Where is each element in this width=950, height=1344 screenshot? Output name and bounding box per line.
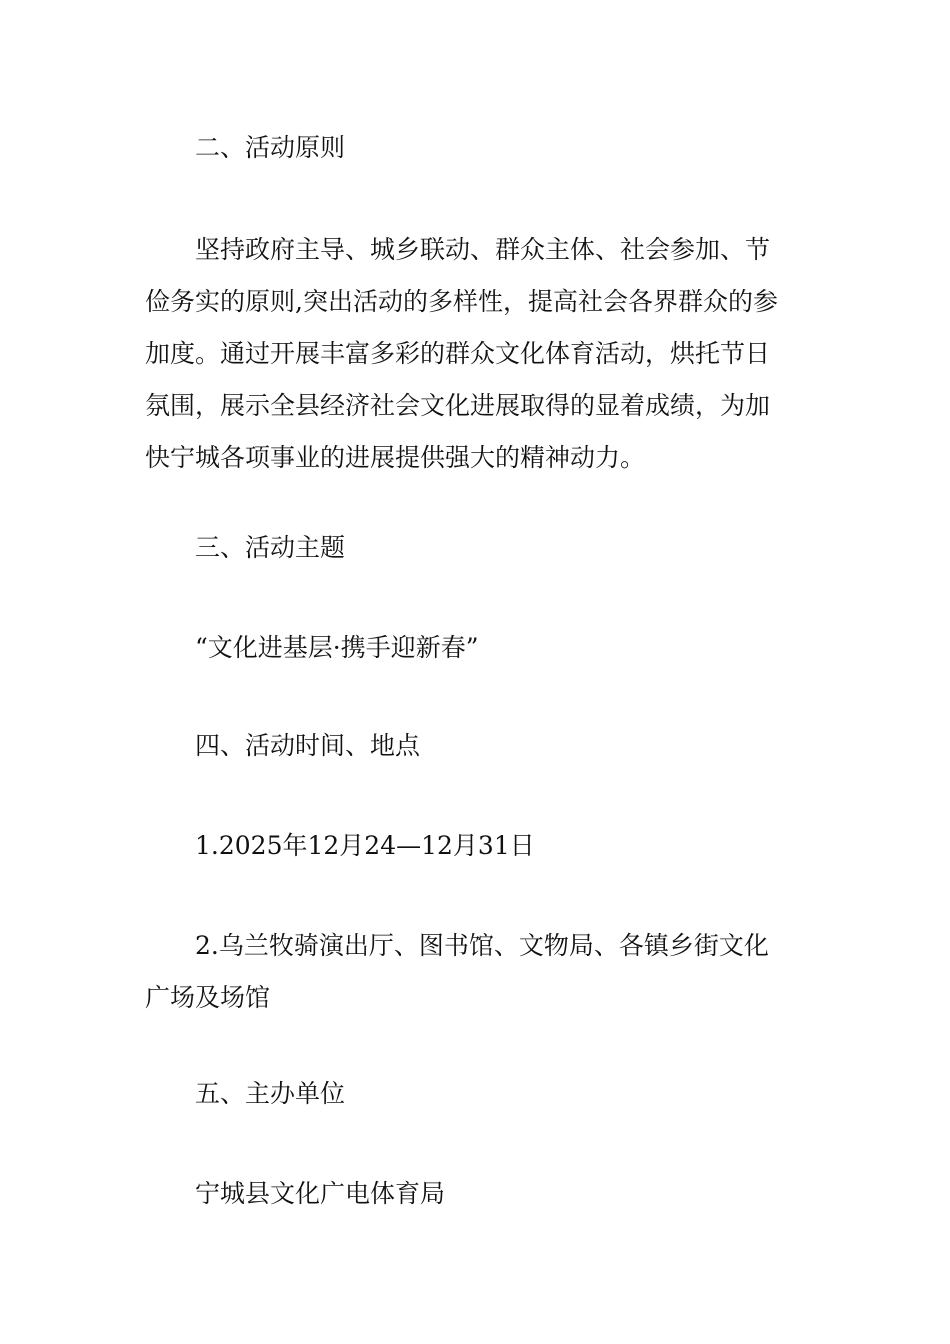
- time-item: 1.2025年12月24—12月31日: [195, 831, 535, 860]
- paragraph-line: 坚持政府主导、城乡联动、群众主体、社会参加、节: [195, 235, 771, 264]
- paragraph-line: 俭务实的原则,突出活动的多样性，提高社会各界群众的参: [145, 287, 778, 316]
- paragraph-line: 广场及场馆: [145, 983, 271, 1012]
- paragraph-line: 快宁城各项事业的进展提供强大的精神动力。: [145, 443, 646, 472]
- paragraph-line: 2.乌兰牧骑演出厅、图书馆、文物局、各镇乡街文化: [195, 931, 769, 960]
- theme-slogan: “文化进基层·携手迎新春”: [195, 633, 479, 662]
- section-heading-principles: 二、活动原则: [195, 133, 346, 162]
- principles-paragraph: [145, 224, 810, 484]
- section-heading-time-place: 四、活动时间、地点: [195, 731, 421, 760]
- organizer-name: 宁城县文化广电体育局: [195, 1179, 446, 1208]
- paragraph-line: 氛围，展示全县经济社会文化进展取得的显着成绩，为加: [145, 391, 771, 420]
- section-heading-organizer: 五、主办单位: [195, 1079, 346, 1108]
- place-item: [145, 920, 810, 1024]
- paragraph-line: 加度。通过开展丰富多彩的群众文化体育活动，烘托节日: [145, 339, 771, 368]
- section-heading-theme: 三、活动主题: [195, 533, 346, 562]
